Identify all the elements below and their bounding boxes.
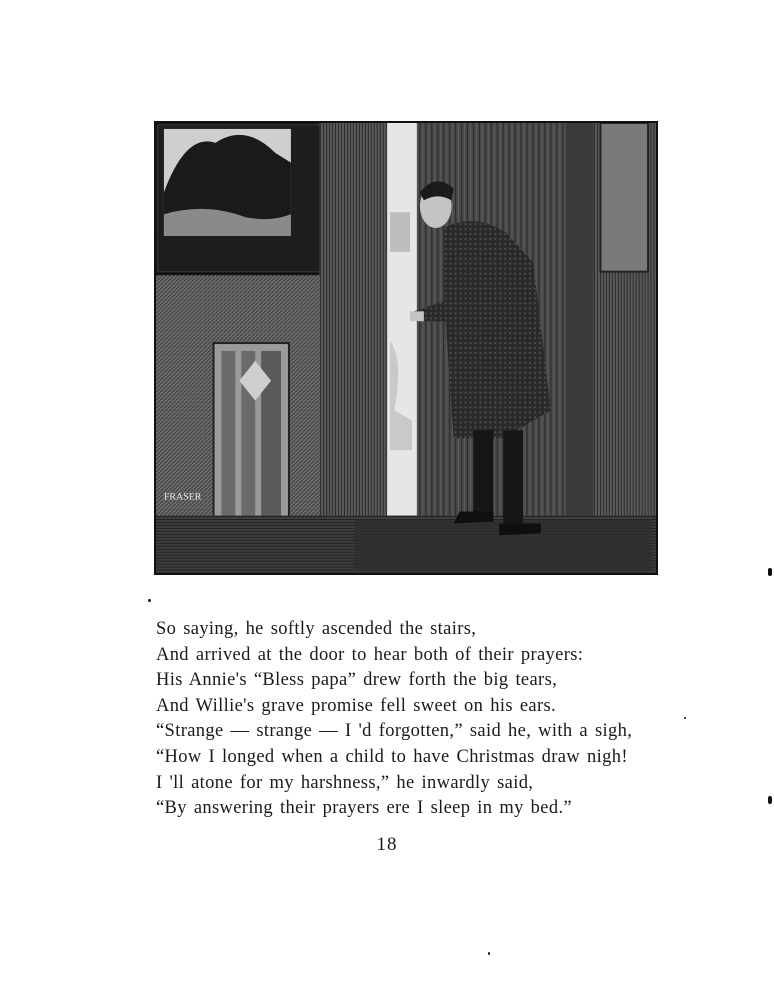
poem-stanza [156, 617, 696, 822]
engraving-drawing [156, 123, 656, 573]
framed-picture [156, 123, 331, 274]
print-speck [684, 717, 686, 719]
poem-line: So saying, he softly ascended the stairs, [156, 619, 477, 639]
page-number: 18 [376, 834, 398, 855]
poem-line: I 'll atone for my harshness,” he inwardly said, [156, 772, 534, 793]
wall-panel-right [591, 123, 656, 519]
door-jamb-right [566, 123, 594, 524]
door-frame-left [320, 123, 387, 516]
poem-line: And arrived at the door to hear both of their prayers: [156, 644, 584, 665]
print-speck [768, 568, 772, 576]
poem-line: “How I longed when a child to have Christmas draw nigh! [156, 746, 628, 767]
poem-line: And Willie's grave promise fell sweet on his ears. [156, 695, 557, 716]
engraver-signature: FRASER [163, 491, 202, 503]
print-speck [148, 599, 151, 602]
poem-line: “Strange — strange — I 'd forgotten,” said he, with a sigh, [156, 721, 633, 742]
poem-line: “By answering their prayers ere I sleep in my bed.” [156, 798, 572, 819]
print-speck [768, 796, 772, 804]
poem-line: His Annie's “Bless papa” drew forth the big tears, [156, 670, 558, 691]
print-speck [488, 952, 490, 955]
engraving-illustration [154, 121, 658, 575]
